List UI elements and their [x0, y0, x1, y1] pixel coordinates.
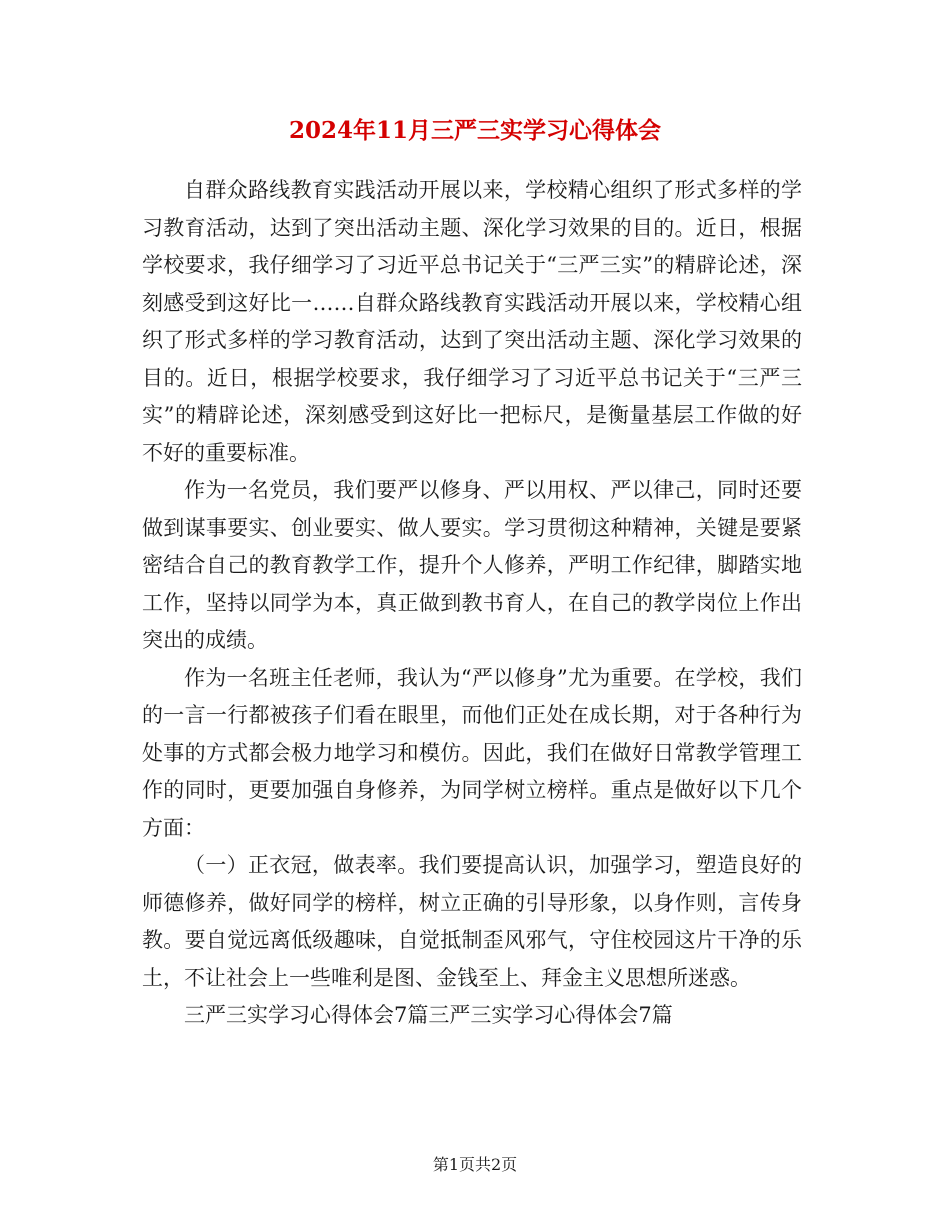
paragraph-3: 作为一名班主任老师，我认为“严以修身”尤为重要。在学校，我们的一言一行都被孩子们看在眼里，而他们正处在成长期，对于各种行为处事的方式都会极力地学习和模仿。因此，我们在做好日常教学管理工作的同时，更要加强自身修养，为同学树立榜样。重点是做好以下几个方面： — [142, 665, 802, 840]
document-title: 2024年11月三严三实学习心得体会 — [288, 117, 662, 144]
paragraph-5: 三严三实学习心得体会7篇三严三实学习心得体会7篇 — [184, 1003, 673, 1027]
paragraph-2: 作为一名党员，我们要严以修身、严以用权、严以律己，同时还要做到谋事要实、创业要实、做人要实。学习贯彻这种精神，关键是要紧密结合自己的教育教学工作，提升个人修养，严明工作纪律，脚踏实地工作，坚持以同学为本，真正做到教书育人，在自己的教学岗位上作出突出的成绩。 — [142, 478, 802, 652]
paragraph-4: （一）正衣冠，做表率。我们要提高认识，加强学习，塑造良好的师德修养，做好同学的榜样，树立正确的引导形象，以身作则，言传身教。要自觉远离低级趣味，自觉抵制歪风邪气，守住校园这片干净的乐土，不让社会上一些唯利是图、金钱至上、拜金主义思想所迷惑。 — [142, 853, 802, 990]
page-number: 第1页共2页 — [432, 1155, 518, 1174]
document-body — [142, 172, 802, 1035]
paragraph-1: 自群众路线教育实践活动开展以来，学校精心组织了形式多样的学习教育活动，达到了突出活动主题、深化学习效果的目的。近日，根据学校要求，我仔细学习了习近平总书记关于“三严三实”的精辟论述，深刻感受到这好比一……自群众路线教育实践活动开展以来，学校精心组织了形式多样的学习教育活动，达到了突出活动主题、深化学习效果的目的。近日，根据学校要求，我仔细学习了习近平总书记关于“三严三实”的精辟论述，深刻感受到这好比一把标尺，是衡量基层工作做的好不好的重要标准。 — [142, 178, 802, 465]
